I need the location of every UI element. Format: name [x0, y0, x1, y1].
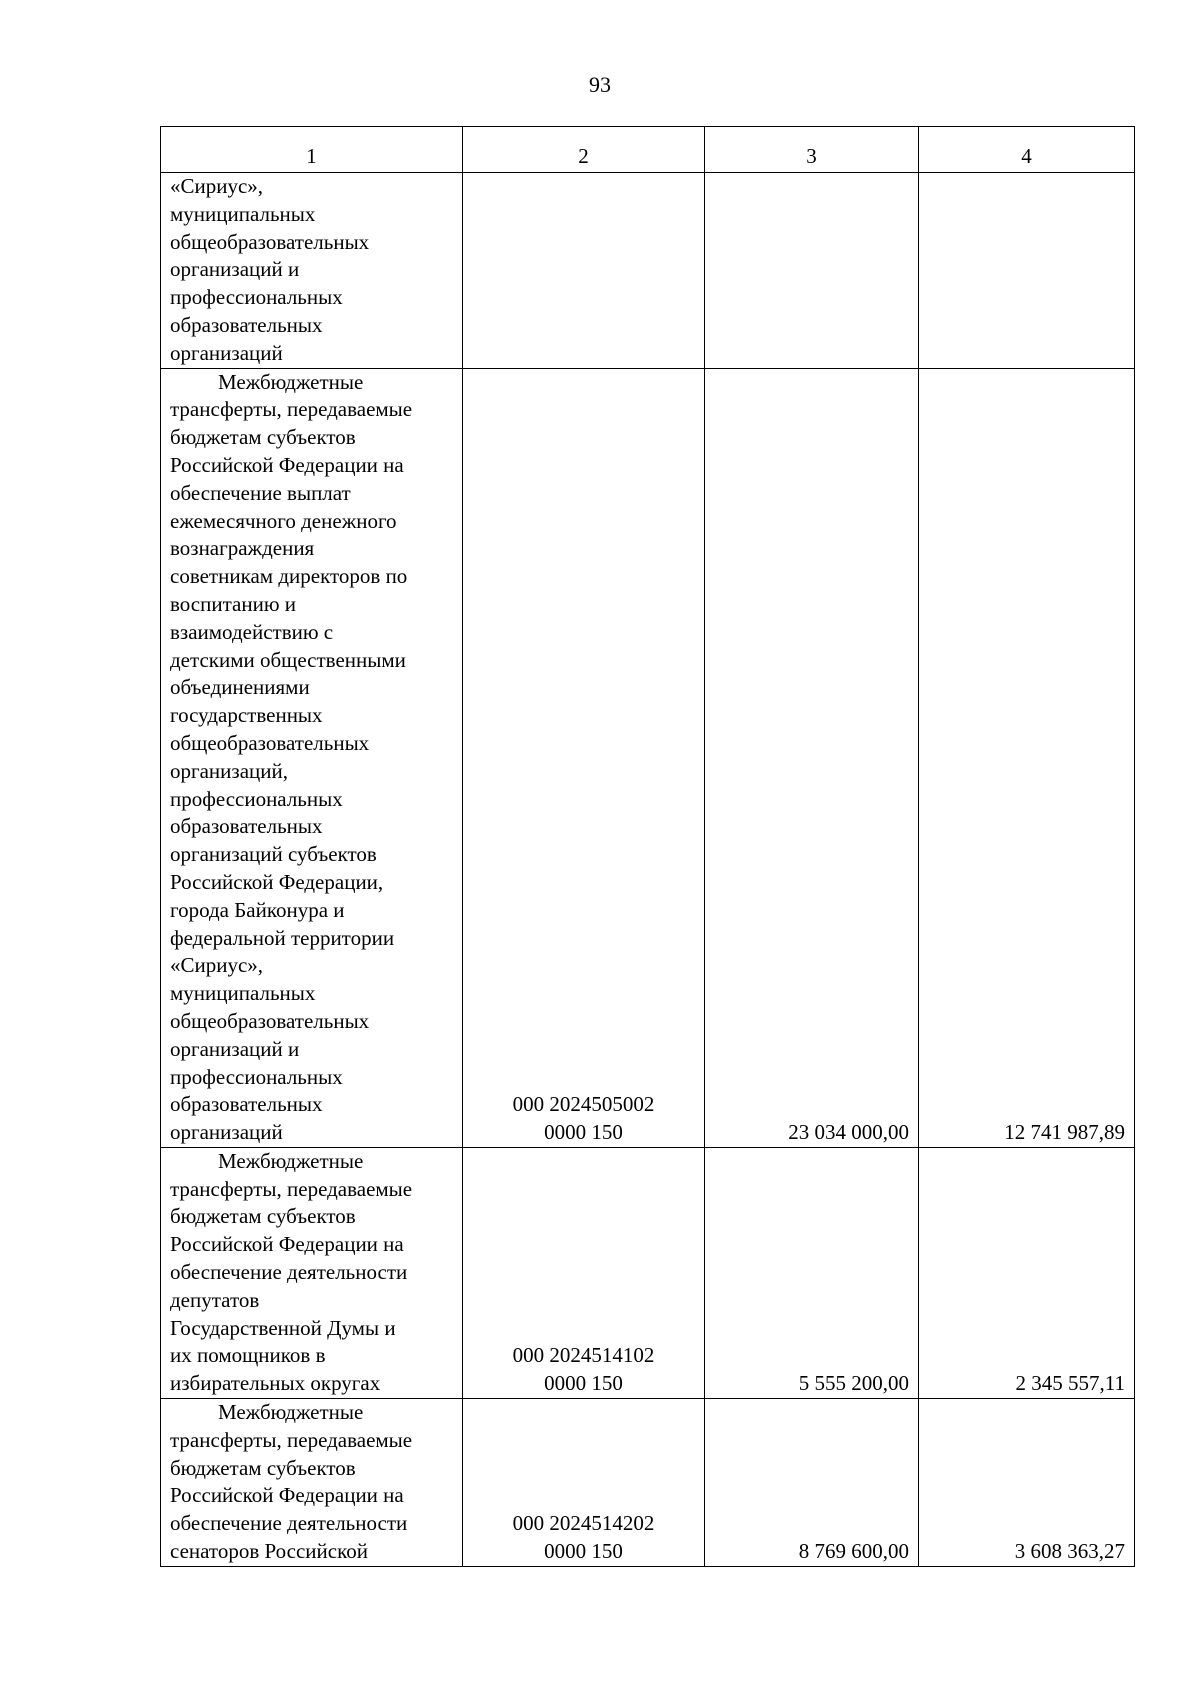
description-line: детскими общественными [170, 647, 406, 672]
row-description [161, 1399, 463, 1567]
table-row [161, 1147, 1135, 1398]
budget-code-line: 000 2024505002 [512, 1092, 655, 1117]
table-row [161, 368, 1135, 1147]
column-header-2: 2 [463, 127, 705, 173]
row-budget-code [463, 1399, 705, 1567]
description-line: Межбюджетные [218, 1148, 364, 1173]
description-line: трансферты, передаваемые [170, 1176, 413, 1201]
table-row [161, 1399, 1135, 1567]
description-line: организаций и [170, 1036, 300, 1061]
description-line: общеобразовательных [170, 229, 370, 254]
description-line: воспитанию и [170, 591, 296, 616]
description-line: Российской Федерации на [170, 1483, 404, 1508]
description-line: образовательных [170, 814, 323, 839]
description-line: профессиональных [170, 786, 343, 811]
description-line: Государственной Думы и [170, 1315, 396, 1340]
description-line: города Байконура и [170, 897, 345, 922]
description-line: сенаторов Российской [170, 1539, 368, 1564]
row-budget-code [463, 1147, 705, 1398]
description-line: обеспечение деятельности [170, 1260, 408, 1285]
description-line: организаций, [170, 758, 288, 783]
row-value-column-3: 8 769 600,00 [705, 1399, 919, 1567]
description-line: их помощников в [170, 1343, 326, 1368]
description-line: обеспечение выплат [170, 480, 351, 505]
page-number: 93 [589, 72, 611, 97]
column-header-4: 4 [919, 127, 1135, 173]
table-row [161, 173, 1135, 369]
description-line: Межбюджетные [218, 1400, 364, 1425]
row-description [161, 1147, 463, 1398]
row-value-column-4: 3 608 363,27 [919, 1399, 1135, 1567]
description-line: образовательных [170, 312, 323, 337]
description-line: организаций и [170, 257, 300, 282]
row-value-column-4: 12 741 987,89 [919, 368, 1135, 1147]
description-line: Межбюджетные [218, 369, 364, 394]
description-line: организаций субъектов [170, 842, 377, 867]
description-line: профессиональных [170, 285, 343, 310]
description-line: депутатов [170, 1287, 260, 1312]
table-header-row [161, 127, 1135, 173]
budget-code-line: 0000 150 [544, 1371, 623, 1396]
description-line: организаций [170, 1120, 283, 1145]
description-line: бюджетам субъектов [170, 1204, 356, 1229]
description-line: общеобразовательных [170, 730, 370, 755]
description-line: избирательных округах [170, 1371, 381, 1396]
description-line: обеспечение деятельности [170, 1511, 408, 1536]
description-line: профессиональных [170, 1064, 343, 1089]
description-line: трансферты, передаваемые [170, 397, 413, 422]
row-budget-code [463, 368, 705, 1147]
description-line: бюджетам субъектов [170, 425, 356, 450]
description-line: федеральной территории [170, 925, 395, 950]
row-value-column-3: 23 034 000,00 [705, 368, 919, 1147]
budget-table [160, 126, 1135, 1567]
row-description [161, 368, 463, 1147]
description-line: общеобразовательных [170, 1008, 370, 1033]
column-header-3: 3 [705, 127, 919, 173]
row-value-column-4 [919, 173, 1135, 369]
description-line: взаимодействию с [170, 619, 334, 644]
description-line: образовательных [170, 1092, 323, 1117]
budget-code-line: 0000 150 [544, 1539, 623, 1564]
description-line: организаций [170, 340, 283, 365]
description-line: советникам директоров по [170, 564, 408, 589]
description-line: муниципальных [170, 201, 316, 226]
description-line: ежемесячного денежного [170, 508, 397, 533]
description-line: муниципальных [170, 981, 316, 1006]
row-budget-code [463, 173, 705, 369]
row-value-column-3 [705, 173, 919, 369]
description-line: «Сириус», [170, 953, 264, 978]
budget-code-line: 000 2024514102 [512, 1343, 655, 1368]
description-line: объединениями [170, 675, 310, 700]
budget-code-line: 000 2024514202 [512, 1511, 655, 1536]
description-line: вознаграждения [170, 536, 315, 561]
description-line: государственных [170, 703, 323, 728]
description-line: Российской Федерации на [170, 1232, 404, 1257]
row-description [161, 173, 463, 369]
row-value-column-3: 5 555 200,00 [705, 1147, 919, 1398]
description-line: «Сириус», [170, 174, 264, 198]
budget-code-line: 0000 150 [544, 1120, 623, 1145]
description-line: Российской Федерации на [170, 452, 404, 477]
description-line: Российской Федерации, [170, 869, 384, 894]
column-header-1: 1 [161, 127, 463, 173]
description-line: бюджетам субъектов [170, 1455, 356, 1480]
description-line: трансферты, передаваемые [170, 1427, 413, 1452]
row-value-column-4: 2 345 557,11 [919, 1147, 1135, 1398]
